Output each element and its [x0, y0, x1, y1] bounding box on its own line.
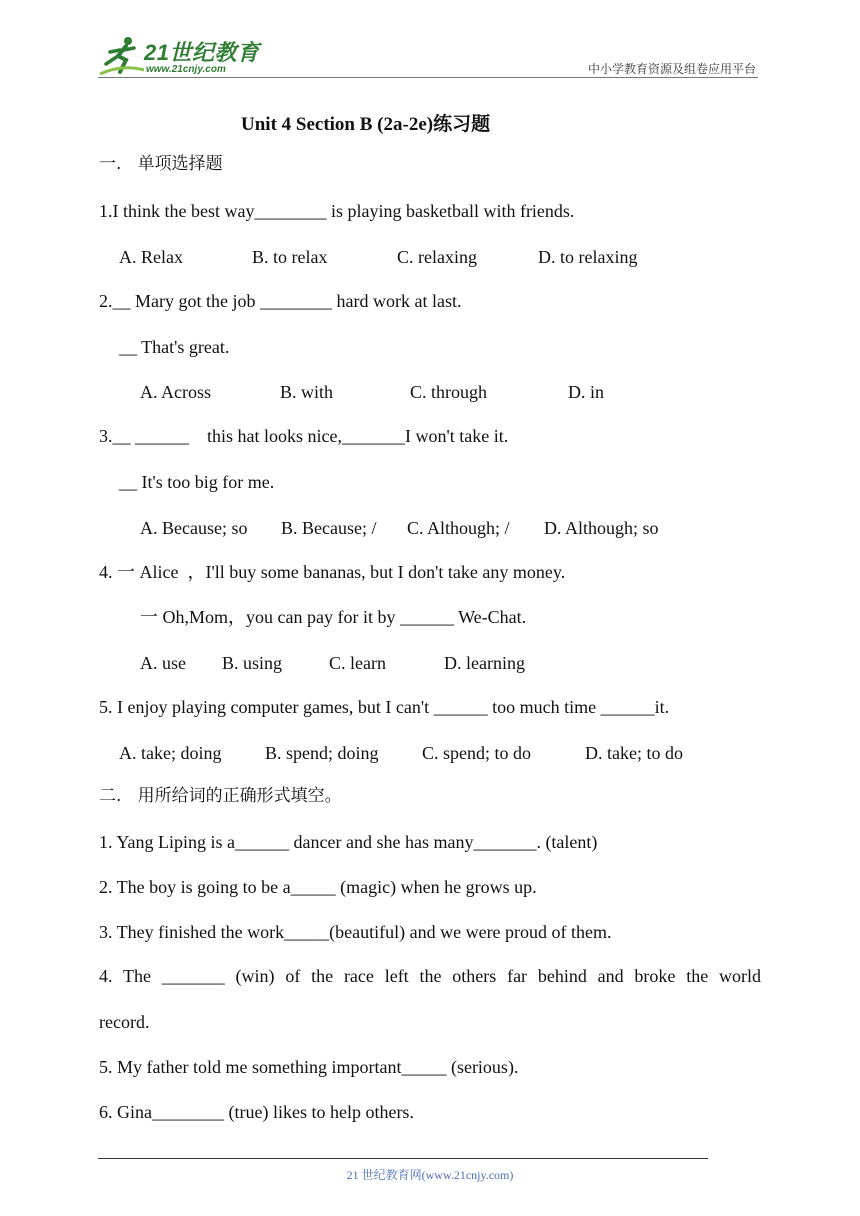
q4-option-d: D. learning: [444, 653, 525, 673]
q2-option-c: C. through: [410, 382, 488, 402]
q2-line2: __ That's great.: [119, 337, 230, 357]
q3-option-b: B. Because; /: [281, 518, 377, 538]
q4-option-b: B. using: [222, 653, 283, 673]
q3-option-a: A. Because; so: [140, 518, 248, 538]
page-title: Unit 4 Section B (2a-2e)练习题: [241, 114, 491, 135]
site-logo: [98, 34, 263, 80]
q5-option-d: D. take; to do: [585, 743, 683, 763]
q4-line2: 一 Oh,Mom，you can pay for it by ______ We-Chat.: [140, 607, 527, 627]
q3-line2: __ It's too big for me.: [119, 472, 275, 492]
fill-item-4: 4. The _______ (win) of the race left the others far behind and broke the world: [99, 966, 761, 986]
q1-option-b: B. to relax: [252, 247, 328, 267]
q1-option-d: D. to relaxing: [538, 247, 638, 267]
q5-option-b: B. spend; doing: [265, 743, 379, 763]
q4-line1: 4. 一 Alice ，I'll buy some bananas, but I don't take any money.: [99, 562, 566, 582]
platform-name: 中小学教育资源及组卷应用平台: [587, 62, 756, 76]
fill-item-6: 6. Gina________ (true) likes to help others.: [99, 1102, 414, 1122]
q3-option-c: C. Although; /: [407, 518, 510, 538]
q2-option-d: D. in: [568, 382, 604, 402]
q2-line1: 2.__ Mary got the job ________ hard work at last.: [99, 291, 462, 311]
fill-item-3: 3. They finished the work_____(beautiful) and we were proud of them.: [99, 922, 612, 942]
q5-option-c: C. spend; to do: [422, 743, 532, 763]
q4-option-c: C. learn: [329, 653, 386, 673]
page-header: [98, 34, 758, 82]
q1-option-a: A. Relax: [119, 247, 183, 267]
fill-item-4-continued: record.: [99, 1012, 150, 1032]
logo-text: 21世纪教育: [144, 40, 260, 65]
footer-divider: [98, 1158, 708, 1159]
runner-logo-icon: [98, 34, 146, 78]
q4-option-a: A. use: [140, 653, 186, 673]
section2-heading: 二. 用所给词的正确形式填空。: [99, 786, 342, 806]
q2-option-b: B. with: [280, 382, 334, 402]
q5-option-a: A. take; doing: [119, 743, 222, 763]
q1-option-c: C. relaxing: [397, 247, 477, 267]
q1-text: 1.I think the best way________ is playing basketball with friends.: [99, 201, 575, 221]
q2-option-a: A. Across: [140, 382, 211, 402]
header-divider: [98, 77, 758, 78]
q5-text: 5. I enjoy playing computer games, but I can't ______ too much time ______it.: [99, 697, 670, 717]
fill-item-1: 1. Yang Liping is a______ dancer and she has many_______. (talent): [99, 832, 598, 852]
fill-item-5: 5. My father told me something important_____ (serious).: [99, 1057, 519, 1077]
logo-url: www.21cnjy.com: [146, 64, 226, 75]
q3-option-d: D. Although; so: [544, 518, 659, 538]
q3-line1: 3.__ ______ this hat looks nice,_______I won't take it.: [99, 426, 509, 446]
fill-item-2: 2. The boy is going to be a_____ (magic) when he grows up.: [99, 877, 537, 897]
section1-heading: 一. 单项选择题: [99, 154, 223, 174]
page-footer: 21 世纪教育网(www.21cnjy.com): [346, 1168, 514, 1182]
